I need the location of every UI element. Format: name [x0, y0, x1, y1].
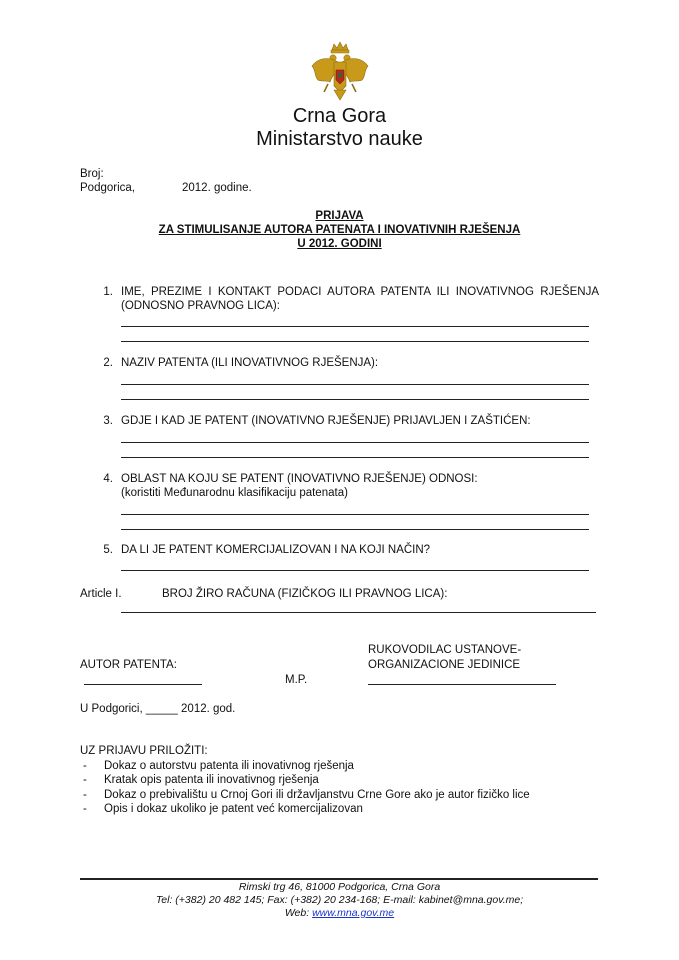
broj-label: Broj:	[80, 168, 104, 180]
answer-line[interactable]	[121, 570, 589, 571]
answer-line[interactable]	[121, 457, 589, 458]
head-signature-line[interactable]	[368, 684, 556, 685]
footer-web	[0, 907, 679, 920]
answer-line[interactable]	[121, 612, 596, 613]
question-text: IME, PREZIME I KONTAKT PODACI AUTORA PATENTA ILI INOVATIVNOG RJEŠENJA (ODNOSNO PRAVNOG LICA):	[121, 286, 599, 312]
question-text: DA LI JE PATENT KOMERCIJALIZOVAN I NA KOJI NAČIN?	[121, 544, 431, 556]
question-text: GDJE I KAD JE PATENT (INOVATIVNO RJEŠENJE) PRIJAVLJEN I ZAŠTIĆEN:	[121, 415, 531, 427]
date-line	[80, 702, 235, 716]
question-subtext: (koristiti Međunarodnu klasifikaciju patenata)	[121, 487, 348, 499]
footer-contact: Tel: (+382) 20 482 145; Fax: (+382) 20 234-168; E-mail: kabinet@mna.gov.me;	[155, 894, 524, 906]
year-label: 2012. godine.	[182, 182, 252, 194]
attachment-item: Kratak opis patenta ili inovativnog rješenja	[104, 774, 319, 786]
answer-line[interactable]	[121, 514, 589, 515]
author-label: AUTOR PATENTA:	[80, 659, 177, 671]
answer-line[interactable]	[121, 529, 589, 530]
author-signature-line[interactable]	[84, 684, 202, 685]
place-label: Podgorica,	[80, 182, 135, 194]
bullet-dash-icon: -	[83, 789, 87, 801]
bullet-dash-icon: -	[83, 760, 87, 772]
form-year: U 2012. GODINI	[297, 238, 382, 250]
question-number: 5.	[103, 544, 113, 556]
website-link[interactable]: www.mna.gov.me	[312, 907, 395, 919]
coat-of-arms-emblem	[308, 40, 372, 104]
stamp-label: M.P.	[285, 674, 308, 686]
footer-divider	[80, 878, 598, 880]
question-text: NAZIV PATENTA (ILI INOVATIVNOG RJEŠENJA):	[121, 357, 379, 369]
article-text: BROJ ŽIRO RAČUNA (FIZIČKOG ILI PRAVNOG LICA):	[162, 588, 448, 600]
date-suffix: 2012. god.	[177, 703, 236, 715]
footer-address: Rimski trg 46, 81000 Podgorica, Crna Gora	[238, 881, 441, 893]
head-title-line2: ORGANIZACIONE JEDINICE	[368, 659, 521, 671]
attachment-item: Dokaz o prebivalištu u Crnoj Gori ili državljanstvu Crne Gore ako je autor fizičko lice	[104, 789, 530, 801]
answer-line[interactable]	[121, 399, 589, 400]
article-label: Article I.	[80, 588, 122, 600]
country-name: Crna Gora	[292, 105, 387, 127]
answer-line[interactable]	[121, 326, 589, 327]
attachments-heading: UZ PRIJAVU PRILOŽITI:	[80, 745, 208, 757]
question-text: OBLAST NA KOJU SE PATENT (INOVATIVNO RJEŠENJE) ODNOSI:	[121, 473, 478, 485]
footer-web-label: Web:	[284, 907, 313, 919]
question-number: 4.	[103, 473, 113, 485]
head-title-line1: RUKOVODILAC USTANOVE-	[368, 644, 522, 656]
question-number: 2.	[103, 357, 113, 369]
answer-line[interactable]	[121, 384, 589, 385]
answer-line[interactable]	[121, 341, 589, 342]
bullet-dash-icon: -	[83, 803, 87, 815]
date-blank[interactable]: _____	[145, 703, 178, 715]
bullet-dash-icon: -	[83, 774, 87, 786]
question-number: 3.	[103, 415, 113, 427]
form-title: PRIJAVA	[315, 210, 364, 222]
attachment-item: Dokaz o autorstvu patenta ili inovativnog rješenja	[104, 760, 354, 772]
answer-line[interactable]	[121, 442, 589, 443]
date-prefix: U Podgorici,	[80, 703, 146, 715]
form-subtitle: ZA STIMULISANJE AUTORA PATENATA I INOVATIVNIH RJEŠENJA	[158, 224, 521, 236]
ministry-name: Ministarstvo nauke	[256, 128, 423, 150]
question-number: 1.	[103, 286, 113, 298]
attachment-item: Opis i dokaz ukoliko je patent već komercijalizovan	[104, 803, 363, 815]
